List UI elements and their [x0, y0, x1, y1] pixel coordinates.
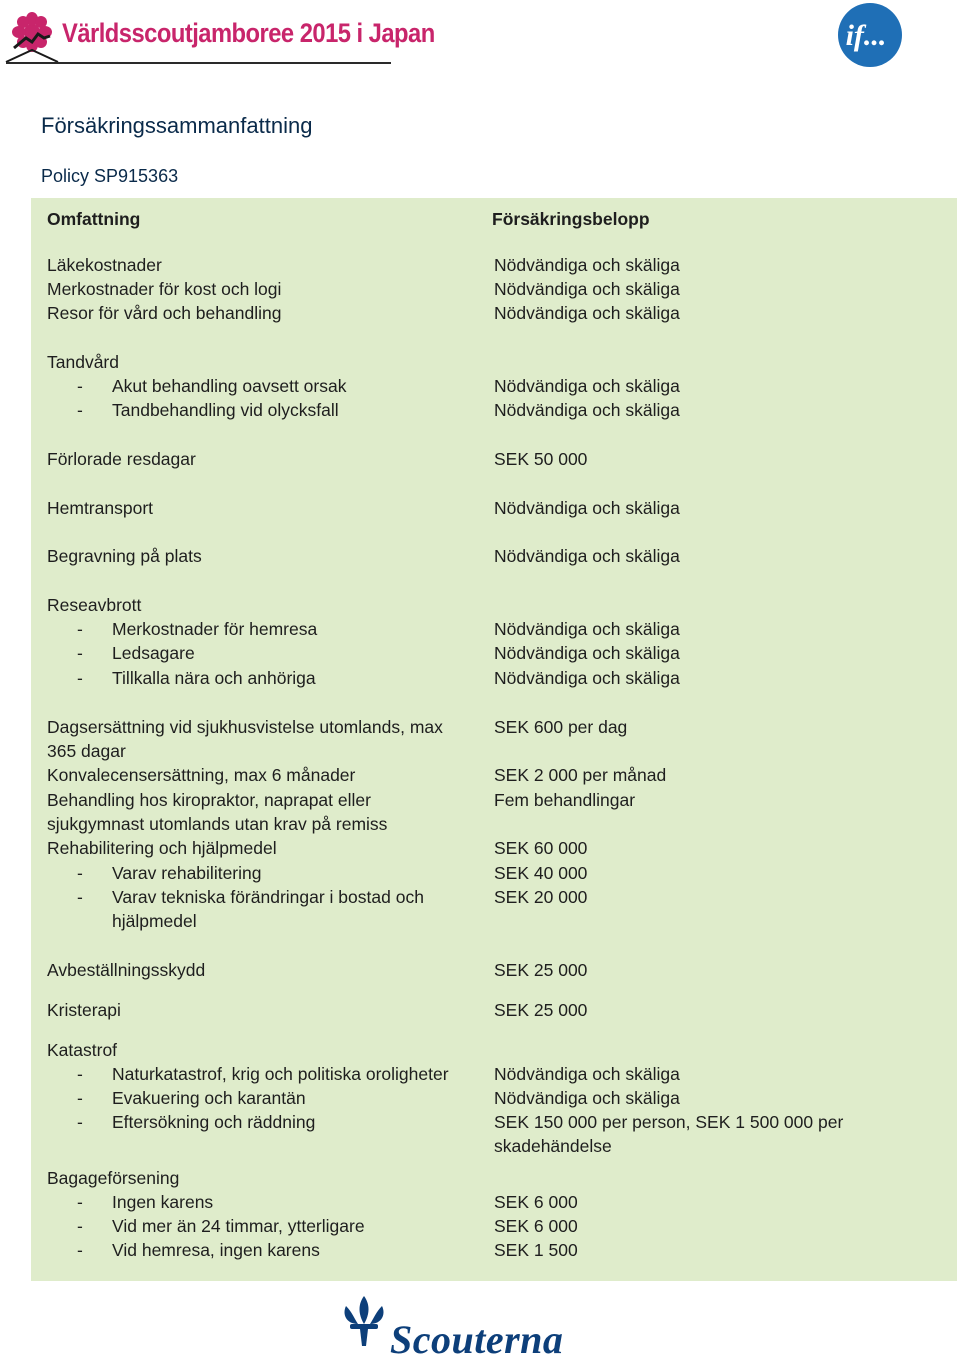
- coverage-amount: Nödvändiga och skäliga: [494, 255, 680, 275]
- sub-coverage-label: - Naturkatastrof, krig och politiska oroligheter: [77, 1064, 449, 1084]
- coverage-amount: Nödvändiga och skäliga: [494, 668, 680, 688]
- header-divider: [6, 62, 391, 64]
- coverage-amount: SEK 25 000: [494, 960, 588, 980]
- coverage-amount: SEK 50 000: [494, 449, 588, 469]
- sub-coverage-label: - Ledsagare: [77, 643, 195, 663]
- jamboree-logo-icon: [4, 8, 60, 64]
- coverage-amount: Nödvändiga och skäliga: [494, 619, 680, 639]
- section-label: Bagageförsening: [47, 1168, 180, 1188]
- section-label: Katastrof: [47, 1040, 118, 1060]
- section-label: Reseavbrott: [47, 595, 142, 615]
- insurance-summary-table: [31, 198, 957, 1281]
- sub-coverage-label: - Akut behandling oavsett orsak: [77, 376, 347, 396]
- coverage-amount: SEK 600 per dag: [494, 717, 628, 737]
- coverage-amount: Nödvändiga och skäliga: [494, 1064, 680, 1084]
- coverage-label: Kristerapi: [47, 1000, 121, 1020]
- coverage-amount: Nödvändiga och skäliga: [494, 498, 680, 518]
- coverage-amount: Nödvändiga och skäliga: [494, 376, 680, 396]
- coverage-label: Resor för vård och behandling: [47, 303, 282, 323]
- sub-coverage-label: - Varav rehabilitering: [77, 863, 262, 883]
- coverage-label: Avbeställningsskydd: [47, 960, 206, 980]
- coverage-amount: SEK 60 000: [494, 838, 588, 858]
- coverage-label: Konvalecensersättning, max 6 månader: [47, 765, 356, 785]
- coverage-label: Rehabilitering och hjälpmedel: [47, 838, 277, 858]
- coverage-amount: Nödvändiga och skäliga: [494, 1088, 680, 1108]
- coverage-label: Hemtransport: [47, 498, 154, 518]
- sub-coverage-label: - Vid mer än 24 timmar, ytterligare: [77, 1216, 365, 1236]
- column-header-scope: Omfattning: [47, 209, 141, 229]
- sub-coverage-label: - Merkostnader för hemresa: [77, 619, 318, 639]
- sub-coverage-label: - Vid hemresa, ingen karens: [77, 1240, 320, 1260]
- coverage-amount: Nödvändiga och skäliga: [494, 303, 680, 323]
- section-label: Tandvård: [47, 352, 119, 372]
- jamboree-title: Världsscoutjamboree 2015 i Japan: [62, 18, 435, 48]
- svg-text:if...: if...: [845, 19, 887, 52]
- coverage-label: Begravning på plats: [47, 546, 202, 566]
- coverage-label: Förlorade resdagar: [47, 449, 196, 469]
- sub-coverage-label: - Evakuering och karantän: [77, 1088, 306, 1108]
- coverage-amount: Fem behandlingar: [494, 790, 636, 810]
- page-title: Försäkringssammanfattning: [41, 113, 313, 138]
- coverage-amount: Nödvändiga och skäliga: [494, 643, 680, 663]
- sub-coverage-label: - Ingen karens: [77, 1192, 214, 1212]
- coverage-amount: SEK 25 000: [494, 1000, 588, 1020]
- if-logo: [836, 1, 904, 69]
- coverage-amount: Nödvändiga och skäliga: [494, 400, 680, 420]
- coverage-amount: SEK 2 000 per månad: [494, 765, 667, 785]
- coverage-label: Behandling hos kiropraktor, naprapat eller sjukgymnast utomlands utan krav på remiss: [47, 790, 388, 835]
- sub-coverage-label: - Varav tekniska förändringar i bostad och hjälpmedel: [77, 887, 424, 932]
- scouterna-logo-text: Scouterna: [390, 1317, 564, 1362]
- sub-coverage-label: - Tandbehandling vid olycksfall: [77, 400, 339, 420]
- coverage-amount: SEK 1 500: [494, 1240, 578, 1260]
- page-header: [0, 0, 960, 70]
- coverage-amount: Nödvändiga och skäliga: [494, 546, 680, 566]
- sub-coverage-label: - Tillkalla nära och anhöriga: [77, 668, 316, 688]
- policy-number: Policy SP915363: [41, 166, 179, 186]
- coverage-amount: SEK 20 000: [494, 887, 588, 907]
- coverage-label: Läkekostnader: [47, 255, 162, 275]
- coverage-amount: SEK 40 000: [494, 863, 588, 883]
- coverage-label: Dagsersättning vid sjukhusvistelse utomlands, max 365 dagar: [47, 717, 443, 762]
- coverage-amount: SEK 6 000: [494, 1192, 578, 1212]
- sub-coverage-label: - Eftersökning och räddning: [77, 1112, 316, 1132]
- column-header-amount: Försäkringsbelopp: [492, 209, 650, 229]
- coverage-amount: Nödvändiga och skäliga: [494, 279, 680, 299]
- coverage-amount: SEK 6 000: [494, 1216, 578, 1236]
- coverage-label: Merkostnader för kost och logi: [47, 279, 282, 299]
- coverage-amount: SEK 150 000 per person, SEK 1 500 000 per skadehändelse: [494, 1112, 844, 1157]
